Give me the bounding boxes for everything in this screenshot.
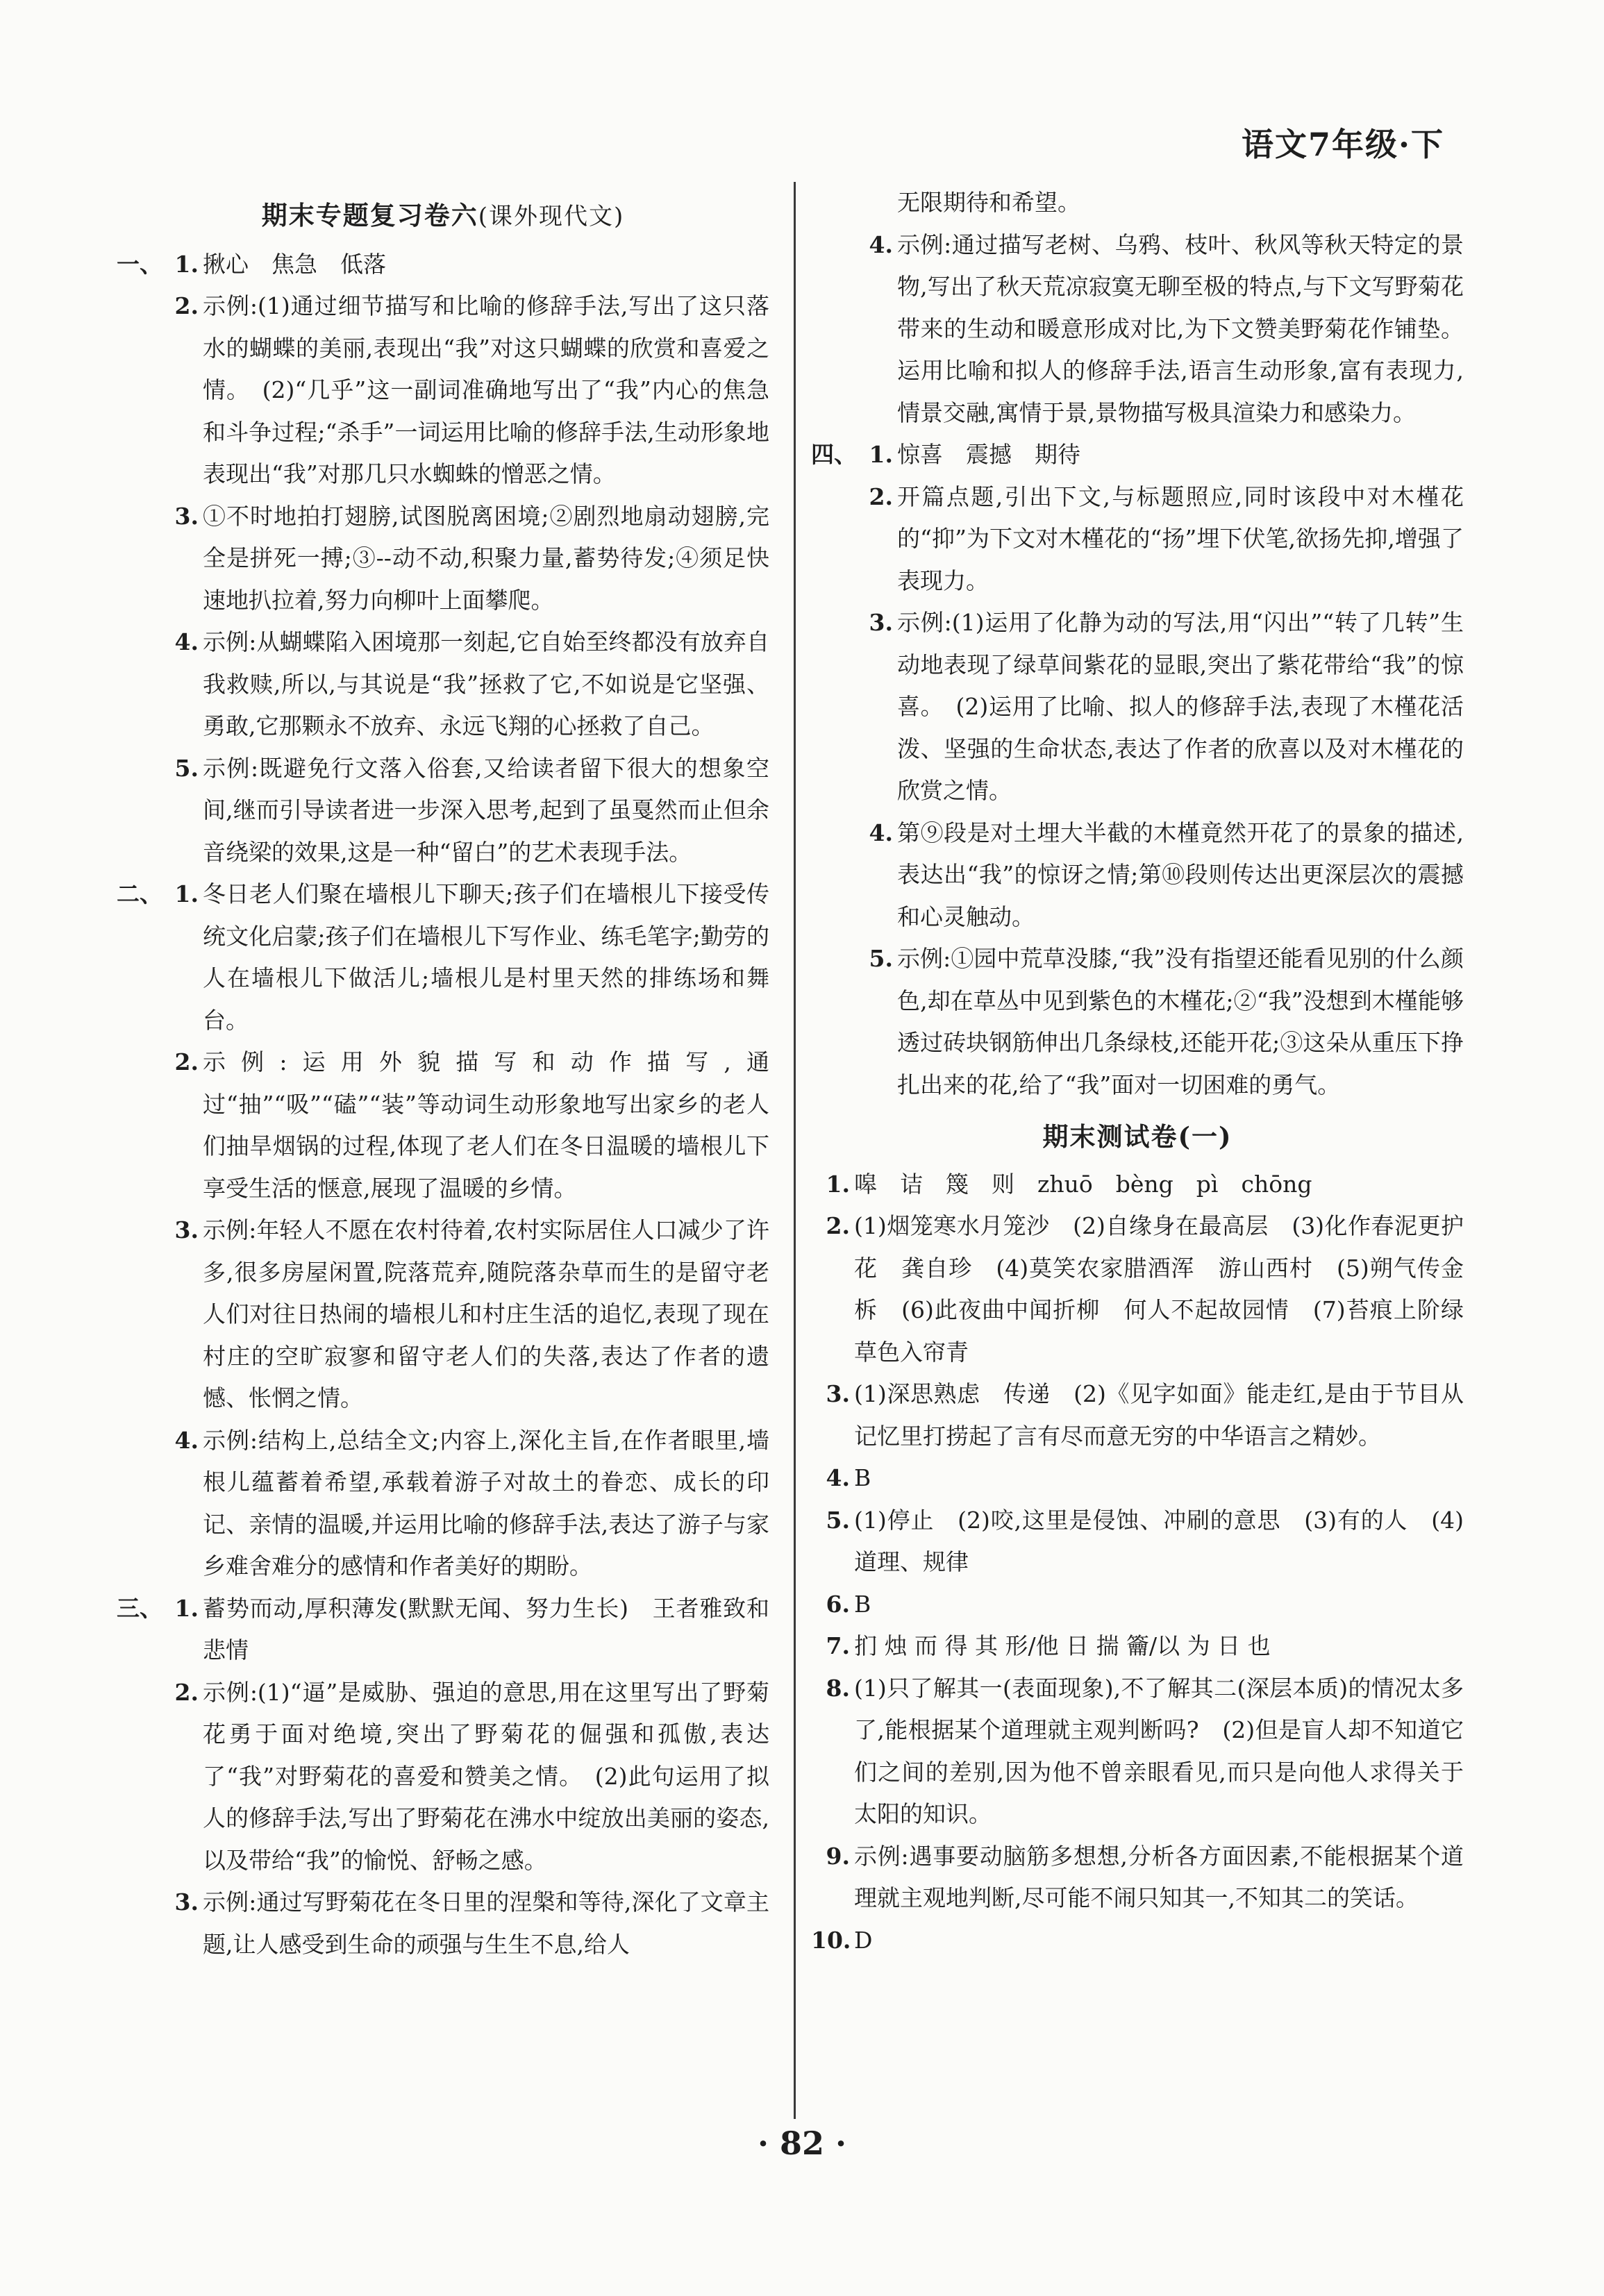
right-column bbox=[811, 182, 1487, 1961]
question-number: 2. bbox=[174, 292, 199, 319]
question-number: 3. bbox=[869, 609, 893, 636]
question-number: 1. bbox=[174, 250, 199, 278]
question-number: 6. bbox=[826, 1590, 850, 1618]
answer-text: 示例:(1)运用了化静为动的写法,用“闪出”“转了几转”生动地表现了绿草间紫花的显眼,突出了紫花带给“我”的惊喜。 (2)运用了比喻、拟人的修辞手法,表现了木槿花活泼、坚强的生命状态,表达了作者的欣喜以及对木槿花的欣赏之情。 bbox=[897, 609, 1464, 804]
answer-text: 扪 烛 而 得 其 形/他 日 揣 籥/以 为 日 也 bbox=[854, 1632, 1271, 1659]
question-number: 3. bbox=[174, 502, 199, 530]
answer-text: 第⑨段是对土埋大半截的木槿竟然开花了的景象的描述,表达出“我”的惊讶之情;第⑩段则传达出更深层次的震撼和心灵触动。 bbox=[897, 819, 1464, 930]
section-number: 一、 bbox=[117, 250, 162, 278]
section-number bbox=[117, 621, 160, 748]
answer-text: 蓄势而动,厚积薄发(默默无闻、努力生长) 王者雅致和悲情 bbox=[203, 1594, 769, 1664]
answer-item bbox=[117, 244, 769, 286]
question-number: 8. bbox=[826, 1674, 850, 1702]
section-number bbox=[117, 285, 160, 496]
question-number: 3. bbox=[174, 1888, 199, 1916]
answer-text: 惊喜 震撼 期待 bbox=[897, 441, 1080, 468]
answer-text: (1)停止 (2)咬,这里是侵蚀、冲刷的意思 (3)有的人 (4)道理、规律 bbox=[854, 1506, 1464, 1575]
section-title-final-test-1: 期末测试卷(一) bbox=[1042, 1121, 1233, 1152]
answer-text: 示例:通过写野菊花在冬日里的涅槃和等待,深化了文章主题,让人感受到生命的顽强与生生不息,给人 bbox=[203, 1888, 769, 1958]
answer-text: 揪心 焦急 低落 bbox=[203, 250, 386, 278]
question-number: 1. bbox=[826, 1170, 850, 1198]
answer-text: 示例:既避免行文落入俗套,又给读者留下很大的想象空间,继而引导读者进一步深入思考,起到了虽戛然而止但余音绕梁的效果,这是一种“留白”的艺术表现手法。 bbox=[203, 754, 769, 866]
question-number: 1. bbox=[174, 1594, 199, 1622]
question-number: 1. bbox=[174, 880, 199, 907]
question-number: 4. bbox=[869, 231, 893, 258]
answer-item bbox=[811, 1373, 1464, 1457]
section-number: 三、 bbox=[117, 1594, 162, 1622]
answer-item bbox=[811, 1500, 1464, 1584]
right-answer-list-b bbox=[811, 1164, 1487, 1962]
question-number: 1. bbox=[869, 441, 893, 468]
right-answer-list-a bbox=[811, 224, 1464, 1107]
answer-text: 开篇点题,引出下文,与标题照应,同时该段中对木槿花的“抑”为下文对木槿花的“扬”埋下伏笔,欲扬先抑,增强了表现力。 bbox=[897, 483, 1464, 594]
answer-item bbox=[117, 873, 769, 1041]
answer-text: (1)深思熟虑 传递 (2)《见字如面》能走红,是由于节目从记忆里打捞起了言有尽而意无穷的中华语言之精妙。 bbox=[854, 1380, 1464, 1450]
answer-item bbox=[811, 1164, 1464, 1206]
answer-text: B bbox=[854, 1590, 871, 1618]
page-number: · 82 · bbox=[757, 2125, 847, 2162]
answer-item bbox=[811, 476, 1464, 603]
answer-text: 示例:遇事要动脑筋多想想,分析各方面因素,不能根据某个道理就主观地判断,尽可能不闹只知其一,不知其二的笑话。 bbox=[854, 1842, 1464, 1911]
section-number bbox=[811, 476, 854, 603]
section-number bbox=[117, 496, 160, 622]
section-number bbox=[117, 748, 160, 874]
answer-text: ①不时地拍打翅膀,试图脱离困境;②剧烈地扇动翅膀,完全是拼死一搏;③--动不动,积聚力量,蓄势待发;④须足快速地扒拉着,努力向柳叶上面攀爬。 bbox=[203, 502, 769, 614]
question-number: 4. bbox=[174, 628, 199, 655]
answer-item bbox=[117, 1588, 769, 1672]
section-number bbox=[811, 224, 854, 435]
section-number bbox=[117, 1672, 160, 1882]
question-number: 3. bbox=[826, 1380, 850, 1407]
page-header: 语文7年级·下 bbox=[1241, 126, 1444, 163]
answer-item bbox=[811, 812, 1464, 939]
question-number: 10. bbox=[811, 1926, 851, 1954]
section-number bbox=[811, 812, 854, 939]
question-number: 3. bbox=[174, 1216, 199, 1243]
answer-item bbox=[117, 1882, 769, 1966]
answer-item bbox=[811, 1205, 1487, 1373]
answer-item bbox=[811, 1625, 1464, 1668]
answer-item bbox=[117, 1672, 769, 1882]
section-number bbox=[117, 1420, 160, 1588]
answer-text: 示例:(1)“逼”是威胁、强迫的意思,用在这里写出了野菊花勇于面对绝境,突出了野菊花的倔强和孤傲,表达了“我”对野菊花的喜爱和赞美之情。 (2)此句运用了拟人的修辞手法,写出了野菊花在沸水中绽放出美丽的姿态,以及带给“我”的愉悦、舒畅之感。 bbox=[203, 1678, 769, 1874]
question-number: 5. bbox=[869, 945, 893, 972]
question-number: 4. bbox=[174, 1426, 199, 1454]
answer-text: 示例:通过描写老树、乌鸦、枝叶、秋风等秋天特定的景物,写出了秋天荒凉寂寞无聊至极的特点,与下文写野菊花带来的生动和暖意形成对比,为下文赞美野菊花作铺垫。运用比喻和拟人的修辞手法,语言生动形象,富有表现力,情景交融,寓情于景,景物描写极具渲染力和感染力。 bbox=[897, 231, 1464, 426]
section-number bbox=[117, 1041, 160, 1209]
question-number: 4. bbox=[869, 819, 893, 846]
section-title-main: 期末专题复习卷六 bbox=[261, 200, 478, 231]
section-title-sub: (课外现代文) bbox=[478, 203, 625, 231]
answer-item bbox=[811, 434, 1464, 476]
answer-text: D bbox=[854, 1926, 873, 1954]
question-number: 5. bbox=[174, 754, 199, 782]
question-number: 9. bbox=[826, 1842, 850, 1870]
answer-item bbox=[811, 938, 1464, 1106]
left-column bbox=[117, 187, 769, 1966]
answer-text: 示例:结构上,总结全文;内容上,深化主旨,在作者眼里,墙根儿蕴蓄着希望,承载着游子对故土的眷恋、成长的印记、亲情的温暖,并运用比喻的修辞手法,表达了游子与家乡难舍难分的感情和作者美好的期盼。 bbox=[203, 1426, 769, 1579]
answer-item bbox=[811, 1836, 1464, 1920]
question-number: 2. bbox=[826, 1212, 850, 1239]
column-divider bbox=[794, 182, 796, 2119]
answer-text: 示例:从蝴蝶陷入困境那一刻起,它自始至终都没有放弃自我救赎,所以,与其说是“我”拯救了它,不如说是它坚强、勇敢,它那颗永不放弃、永远飞翔的心拯救了自己。 bbox=[203, 628, 769, 739]
answer-item bbox=[811, 1920, 1464, 1962]
question-number: 5. bbox=[826, 1506, 850, 1534]
section-number: 四、 bbox=[811, 441, 857, 468]
answer-text: 冬日老人们聚在墙根儿下聊天;孩子们在墙根儿下接受传统文化启蒙;孩子们在墙根儿下写作业、练毛笔字;勤劳的人在墙根儿下做活儿;墙根儿是村里天然的排练场和舞台。 bbox=[203, 880, 769, 1034]
answer-item bbox=[117, 1209, 769, 1420]
question-number: 4. bbox=[826, 1464, 850, 1491]
answer-text: 示例:①园中荒草没膝,“我”没有指望还能看见别的什么颜色,却在草丛中见到紫色的木槿花;②“我”没想到木槿能够透过砖块钢筋伸出几条绿枝,还能开花;③这朵从重压下挣扎出来的花,给了“我”面对一切困难的勇气。 bbox=[897, 945, 1464, 1098]
answer-item bbox=[811, 1584, 1464, 1626]
answer-item bbox=[811, 224, 1464, 435]
answer-text: 示例:运用外貌描写和动作描写,通过“抽”“吸”“磕”“装”等动词生动形象地写出家乡的老人们抽旱烟锅的过程,体现了老人们在冬日温暖的墙根儿下享受生活的惬意,展现了温暖的乡情。 bbox=[203, 1048, 769, 1202]
answer-item bbox=[117, 1420, 769, 1588]
question-number: 7. bbox=[826, 1632, 850, 1659]
answer-text: 示例:年轻人不愿在农村待着,农村实际居住人口减少了许多,很多房屋闲置,院落荒弃,随院落杂草而生的是留守老人们对往日热闹的墙根儿和村庄生活的追忆,表现了现在村庄的空旷寂寥和留守老人们的失落,表达了作者的遗憾、怅惘之情。 bbox=[203, 1216, 769, 1411]
answer-text: B bbox=[854, 1464, 871, 1491]
section-title-review-6 bbox=[117, 194, 769, 238]
answer-item bbox=[117, 621, 769, 748]
question-number: 2. bbox=[869, 483, 893, 510]
answer-item bbox=[117, 748, 769, 874]
answer-item bbox=[811, 1457, 1464, 1500]
answer-item bbox=[117, 496, 769, 622]
continued-answer-text: 无限期待和希望。 bbox=[897, 189, 1080, 216]
question-number: 2. bbox=[174, 1048, 199, 1075]
section-number bbox=[811, 938, 854, 1106]
answer-text: (1)只了解其一(表面现象),不了解其二(深层本质)的情况太多了,能根据某个道理就主观判断吗? (2)但是盲人却不知道它们之间的差别,因为他不曾亲眼看见,而只是向他人求得关于太阳的知识。 bbox=[854, 1674, 1464, 1827]
left-answer-list bbox=[117, 244, 769, 1966]
section-number bbox=[117, 1209, 160, 1420]
question-number: 2. bbox=[174, 1678, 199, 1706]
section-number bbox=[811, 602, 854, 812]
answer-item bbox=[811, 1668, 1464, 1836]
answer-text: (1)烟笼寒水月笼沙 (2)自缘身在最高层 (3)化作春泥更护花 龚自珍 (4)莫笑农家腊酒浑 游山西村 (5)朔气传金柝 (6)此夜曲中闻折柳 何人不起故园情 (7)苔痕上阶绿 草色入帘青 bbox=[854, 1212, 1487, 1366]
answer-text: 嗥 诘 篾 则 zhuō bèng pì chōng bbox=[854, 1170, 1312, 1198]
answer-text: 示例:(1)通过细节描写和比喻的修辞手法,写出了这只落水的蝴蝶的美丽,表现出“我”对这只蝴蝶的欣赏和喜爱之情。 (2)“几乎”这一副词准确地写出了“我”内心的焦急和斗争过程;“杀手”一词运用比喻的修辞手法,生动形象地表现出“我”对那几只水蜘蛛的憎恶之情。 bbox=[203, 292, 769, 487]
answer-item bbox=[117, 1041, 769, 1209]
answer-item bbox=[117, 285, 769, 496]
section-number bbox=[117, 1882, 160, 1966]
section-number: 二、 bbox=[117, 880, 162, 907]
answer-item bbox=[811, 602, 1464, 812]
